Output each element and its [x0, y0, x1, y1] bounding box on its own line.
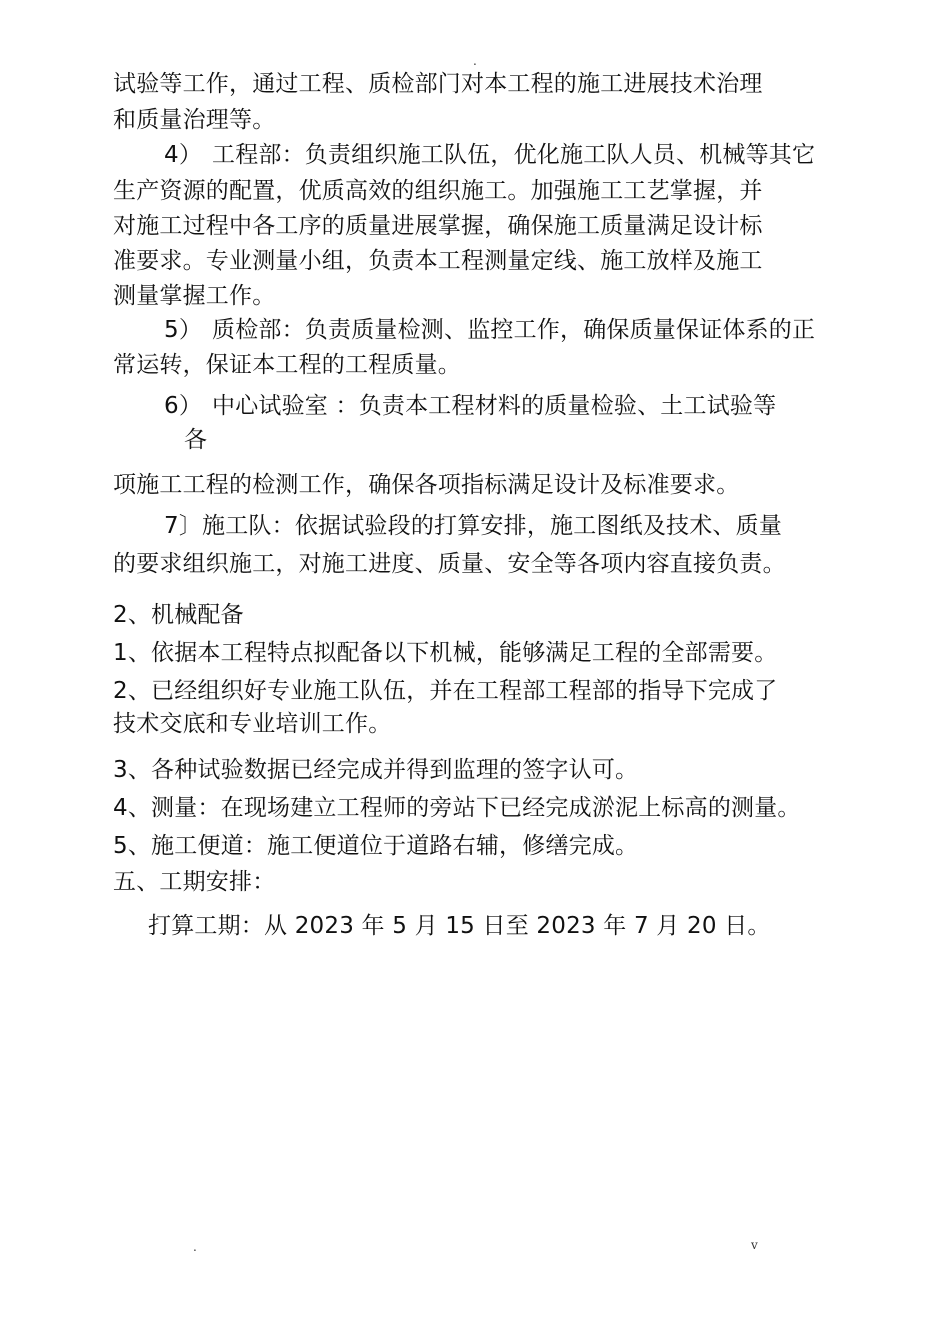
footer-left-mark: .: [193, 1240, 197, 1254]
item-number: 4）: [164, 142, 203, 168]
text-line: 的要求组织施工，对施工进度、质量、安全等各项内容直接负责。: [113, 551, 786, 577]
item-5-line: [164, 313, 815, 347]
text-line: 项施工工程的检测工作，确保各项指标满足设计及标准要求。: [113, 472, 740, 498]
item-text: 中心试验室 ：负责本工程材料的质量检验、土工试验等: [212, 393, 777, 419]
list-item: 3、各种试验数据已经完成并得到监理的签字认可。: [113, 757, 639, 783]
list-item: 4、测量：在现场建立工程师的旁站下已经完成淤泥上标高的测量。: [113, 795, 801, 821]
text-line: 准要求。专业测量小组，负责本工程测量定线、施工放样及施工: [113, 248, 763, 274]
item-number: 5）: [164, 317, 203, 343]
text-line: 试验等工作，通过工程、质检部门对本工程的施工进展技术治理: [113, 71, 763, 97]
text-line: 对施工过程中各工序的质量进展掌握，确保施工质量满足设计标: [113, 213, 763, 239]
list-item: 1、依据本工程特点拟配备以下机械，能够满足工程的全部需要。: [113, 640, 778, 666]
list-item: 2、已经组织好专业施工队伍，并在工程部工程部的指导下完成了: [113, 678, 778, 704]
text-line: 常运转，保证本工程的工程质量。: [113, 352, 461, 378]
section-title: 2、机械配备: [113, 602, 244, 628]
item-text: 工程部：负责组织施工队伍，优化施工队人员、机械等其它: [212, 142, 816, 168]
section-title: 五、工期安排：: [113, 869, 276, 895]
text-line: 和质量治理等。: [113, 107, 276, 133]
text-line: 技术交底和专业培训工作。: [113, 711, 392, 737]
list-item: 5、施工便道：施工便道位于道路右辅，修缮完成。: [113, 833, 639, 859]
footer-right-mark: v: [751, 1238, 758, 1252]
text-line: 各: [184, 427, 208, 453]
header-mark: .: [473, 54, 477, 68]
text-line: 生产资源的配置，优质高效的组织施工。加强施工工艺掌握，并: [113, 178, 763, 204]
item-6-line: [164, 389, 776, 423]
item-4-line: [164, 138, 815, 172]
item-text: 质检部：负责质量检测、监控工作，确保质量保证体系的正: [212, 317, 816, 343]
item-7-line: 7〕施工队：依据试验段的打算安排，施工图纸及技术、质量: [164, 513, 783, 539]
schedule-line: 打算工期：从 2023 年 5 月 15 日至 2023 年 7 月 20 日。: [148, 913, 771, 939]
item-number: 6）: [164, 393, 203, 419]
text-line: 测量掌握工作。: [113, 283, 276, 309]
